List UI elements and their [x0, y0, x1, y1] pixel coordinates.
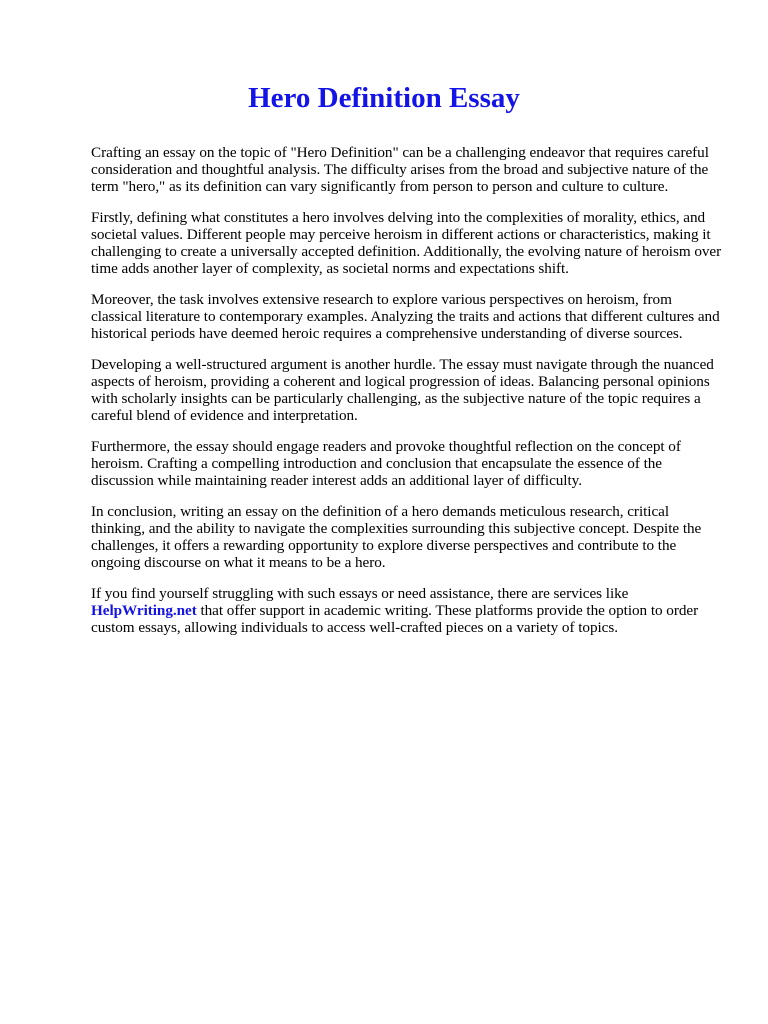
document-body: [91, 144, 723, 650]
services-text-after-link: that offer support in academic writing. These platforms provide the option to order custom essays, allowing individuals to access well-crafted pieces on a variety of topics.: [91, 602, 699, 636]
paragraph-furthermore: Furthermore, the essay should engage readers and provoke thoughtful reflection on the concept of heroism. Crafting a compelling introduction and conclusion that encapsulate the essence of the discussion while maintaining reader interest adds an additional layer of difficulty.: [91, 438, 681, 489]
services-text-before-link: If you find yourself struggling with such essays or need assistance, there are services like: [91, 585, 629, 602]
paragraph-moreover: Moreover, the task involves extensive research to explore various perspectives on heroism, from classical literature to contemporary examples. Analyzing the traits and actions that different cultures and historical periods have deemed heroic requires a comprehensive understanding of diverse sources.: [91, 291, 720, 342]
paragraph-firstly: Firstly, defining what constitutes a hero involves delving into the complexities of morality, ethics, and societal values. Different people may perceive heroism in different actions or characteristics, making it challenging to create a universally accepted definition. Additionally, the evolving nature of heroism over time adds another layer of complexity, as societal norms and expectations shift.: [91, 209, 722, 277]
paragraph-intro: Crafting an essay on the topic of "Hero Definition" can be a challenging endeavor that requires careful consideration and thoughtful analysis. The difficulty arises from the broad and subjective nature of the term "hero," as its definition can vary significantly from person to person and culture to culture.: [91, 144, 709, 195]
document-title: Hero Definition Essay: [248, 82, 520, 114]
paragraph-conclusion: In conclusion, writing an essay on the definition of a hero demands meticulous research, critical thinking, and the ability to navigate the complexities surrounding this subjective concept. Despite the challenges, it offers a rewarding opportunity to explore diverse perspectives and contribute to the ongoing discourse on what it means to be a hero.: [91, 503, 702, 571]
paragraph-argument: Developing a well-structured argument is another hurdle. The essay must navigate through the nuanced aspects of heroism, providing a coherent and logical progression of ideas. Balancing personal opinions with scholarly insights can be particularly challenging, as the subjective nature of the topic requires a careful blend of evidence and interpretation.: [91, 356, 714, 424]
helpwriting-link[interactable]: HelpWriting.net: [91, 602, 197, 619]
paragraph-services: [91, 585, 723, 636]
